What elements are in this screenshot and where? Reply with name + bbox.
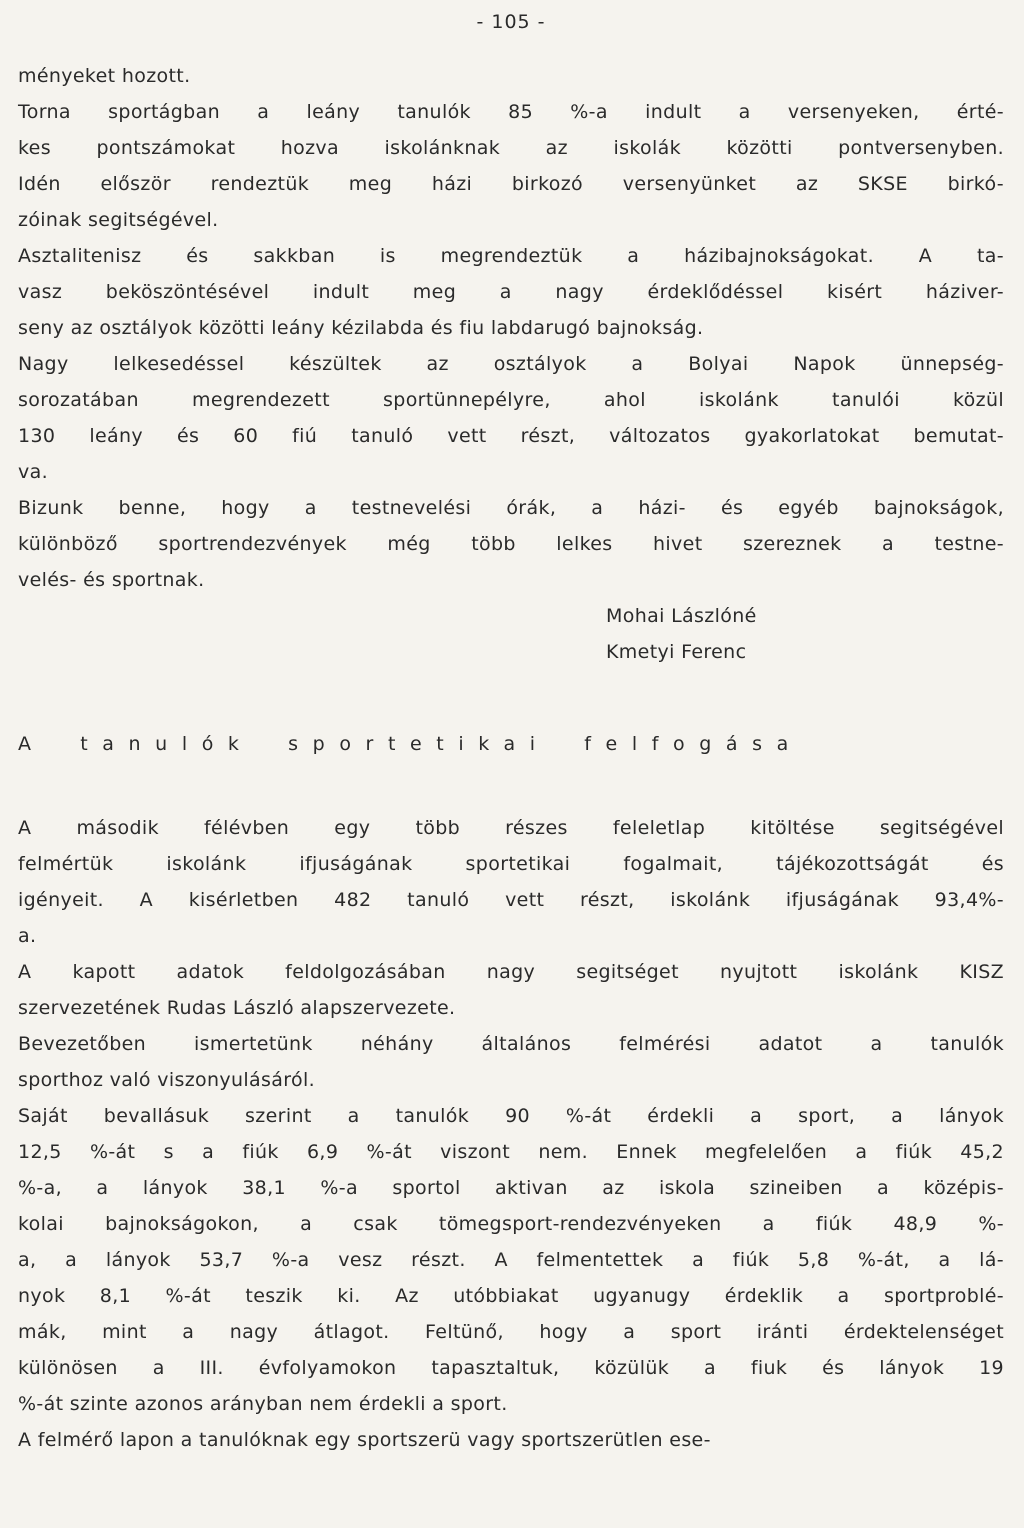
page-number: - 105 - xyxy=(476,11,546,33)
text-line: Bizunk benne, hogy a testnevelési órák, a házi- és egyéb bajnokságok, xyxy=(18,497,1004,519)
text-line: Saját bevallásuk szerint a tanulók 90 %-át érdekli a sport, a lányok xyxy=(18,1105,1004,1127)
section-sport-ethics xyxy=(18,810,1004,1458)
text-line: a, a lányok 53,7 %-a vesz részt. A felmentettek a fiúk 5,8 %-át, a lá- xyxy=(18,1249,1004,1271)
text-line: Torna sportágban a leány tanulók 85 %-a indult a versenyeken, érté- xyxy=(18,101,1004,123)
text-line: különösen a III. évfolyamokon tapasztaltuk, közülük a fiuk és lányok 19 xyxy=(18,1357,1004,1379)
text-line: kolai bajnokságokon, a csak tömegsport-rendezvényeken a fiúk 48,9 %- xyxy=(18,1213,1004,1235)
signature-block xyxy=(606,598,1004,670)
text-line: nyok 8,1 %-át teszik ki. Az utóbbiakat ugyanugy érdeklik a sportproblé- xyxy=(18,1285,1004,1307)
text-line: felmértük iskolánk ifjuságának sportetikai fogalmait, tájékozottságát és xyxy=(18,853,1004,875)
text-line: különböző sportrendezvények még több lelkes hivet szereznek a testne- xyxy=(18,533,1004,555)
text-line: igényeit. A kisérletben 482 tanuló vett részt, iskolánk ifjuságának 93,4%- xyxy=(18,889,1004,911)
text-line: A második félévben egy több részes feleletlap kitöltése segitségével xyxy=(18,817,1004,839)
paragraph xyxy=(18,346,1004,490)
text-line: zóinak segitségével. xyxy=(18,209,219,231)
text-line: kes pontszámokat hozva iskolánknak az iskolák közötti pontversenyben. xyxy=(18,137,1004,159)
text-line: va. xyxy=(18,461,48,483)
signature-name: Kmetyi Ferenc xyxy=(606,641,747,663)
text-line: Bevezetőben ismertetünk néhány általános felmérési adatot a tanulók xyxy=(18,1033,1004,1055)
text-line: vasz beköszöntésével indult meg a nagy érdeklődéssel kisért háziver- xyxy=(18,281,1004,303)
text-line: %-át szinte azonos arányban nem érdekli a sport. xyxy=(18,1393,508,1415)
paragraph xyxy=(18,1098,1004,1422)
text-line: szervezetének Rudas László alapszervezete. xyxy=(18,997,456,1019)
signature-name: Mohai Lászlóné xyxy=(606,605,757,627)
text-line: A kapott adatok feldolgozásában nagy segitséget nyujtott iskolánk KISZ xyxy=(18,961,1004,983)
text-line: mák, mint a nagy átlagot. Feltünő, hogy a sport iránti érdektelenséget xyxy=(18,1321,1004,1343)
section-title: A tanulók sportetikai felfogása xyxy=(18,733,803,755)
paragraph xyxy=(18,238,1004,346)
paragraph xyxy=(18,954,1004,1026)
text-line: A felmérő lapon a tanulóknak egy sportszerü vagy sportszerütlen ese- xyxy=(18,1429,711,1451)
text-line: seny az osztályok közötti leány kézilabda és fiu labdarugó bajnokság. xyxy=(18,317,704,339)
text-line: sporthoz való viszonyulásáról. xyxy=(18,1069,316,1091)
section-bolyai-sports-report xyxy=(18,58,1004,598)
text-line: a. xyxy=(18,925,37,947)
text-line: %-a, a lányok 38,1 %-a sportol aktivan az iskola szineiben a középis- xyxy=(18,1177,1004,1199)
text-line: Idén először rendeztük meg házi birkozó versenyünket az SKSE birkó- xyxy=(18,173,1004,195)
text-line: Nagy lelkesedéssel készültek az osztályok a Bolyai Napok ünnepség- xyxy=(18,353,1004,375)
text-line: ményeket hozott. xyxy=(18,65,191,87)
text-line: 130 leány és 60 fiú tanuló vett részt, változatos gyakorlatokat bemutat- xyxy=(18,425,1004,447)
paragraph xyxy=(18,94,1004,238)
text-line: sorozatában megrendezett sportünnepélyre, ahol iskolánk tanulói közül xyxy=(18,389,1004,411)
paragraph xyxy=(18,1026,1004,1098)
paragraph xyxy=(18,58,1004,94)
paragraph xyxy=(18,490,1004,598)
paragraph xyxy=(18,810,1004,954)
text-line: velés- és sportnak. xyxy=(18,569,205,591)
text-line: Asztalitenisz és sakkban is megrendeztük a házibajnokságokat. A ta- xyxy=(18,245,1004,267)
paragraph xyxy=(18,1422,1004,1458)
text-line: 12,5 %-át s a fiúk 6,9 %-át viszont nem. Ennek megfelelően a fiúk 45,2 xyxy=(18,1141,1004,1163)
